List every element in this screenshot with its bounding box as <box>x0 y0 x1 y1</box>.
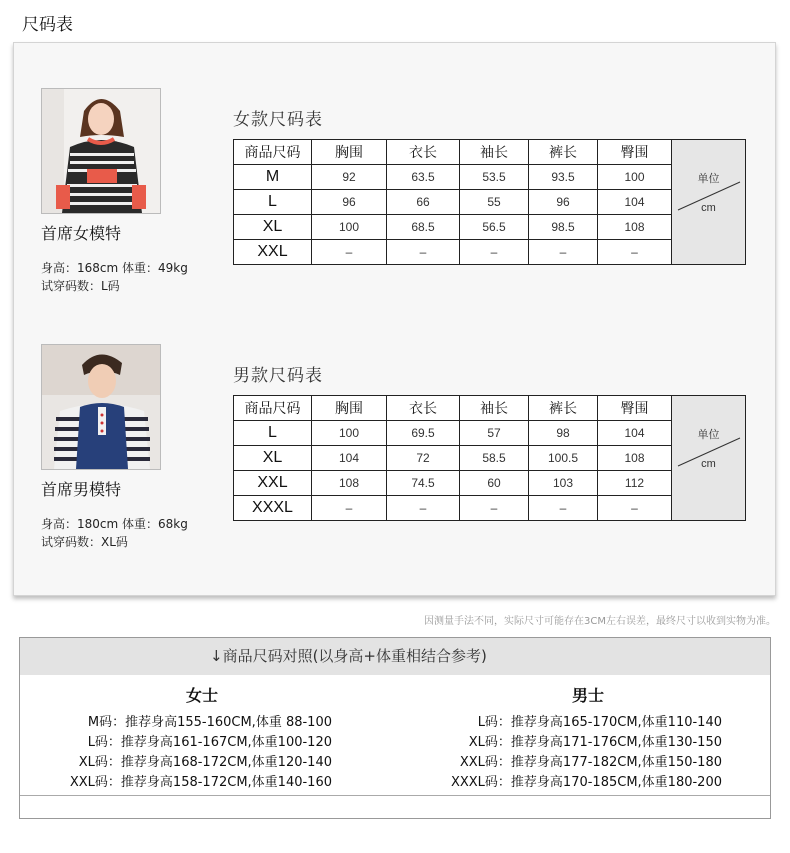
women-reference-column <box>60 675 360 793</box>
female-model-name: 首席女模特 <box>41 224 122 243</box>
value-cell: 104 <box>598 421 672 446</box>
value-cell: 100 <box>598 165 672 190</box>
table-row <box>234 240 746 265</box>
male-model-height-weight: 身高：180cm 体重：68kg <box>41 517 188 531</box>
value-cell: 55 <box>460 190 529 215</box>
value-cell: 100 <box>312 215 387 240</box>
men-size-table <box>233 395 746 521</box>
value-cell: – <box>312 496 387 521</box>
female-model-try-size: 试穿码数：L码 <box>41 279 120 293</box>
unit-cell <box>672 396 746 521</box>
header-cell: 袖长 <box>460 140 529 165</box>
value-cell: 108 <box>312 471 387 496</box>
women-reference-list <box>60 713 332 793</box>
value-cell: 66 <box>387 190 460 215</box>
value-cell: – <box>529 496 598 521</box>
female-model-height-weight: 身高：168cm 体重：49kg <box>41 261 188 275</box>
male-model-photo <box>41 344 161 470</box>
reference-divider <box>20 795 770 796</box>
header-cell: 裤长 <box>529 140 598 165</box>
list-item: L码：推荐身高165-170CM,体重110-140 <box>477 715 722 730</box>
table-header-row <box>234 140 746 165</box>
value-cell: – <box>387 240 460 265</box>
table-row <box>234 165 746 190</box>
value-cell: 100 <box>312 421 387 446</box>
value-cell: 96 <box>312 190 387 215</box>
header-cell: 臀围 <box>598 140 672 165</box>
value-cell: 53.5 <box>460 165 529 190</box>
male-model-image <box>42 345 160 469</box>
value-cell: 56.5 <box>460 215 529 240</box>
table-row <box>234 190 746 215</box>
value-cell: 98.5 <box>529 215 598 240</box>
unit-cell <box>672 140 746 265</box>
value-cell: 92 <box>312 165 387 190</box>
table-row <box>234 471 746 496</box>
value-cell: – <box>598 496 672 521</box>
value-cell: 96 <box>529 190 598 215</box>
value-cell: – <box>529 240 598 265</box>
table-row <box>234 446 746 471</box>
size-cell: XL <box>234 446 312 471</box>
size-cell: XXL <box>234 240 312 265</box>
value-cell: 108 <box>598 446 672 471</box>
value-cell: – <box>460 240 529 265</box>
page-title: 尺码表 <box>22 15 73 35</box>
male-model-try-size: 试穿码数：XL码 <box>41 535 128 549</box>
value-cell: – <box>598 240 672 265</box>
list-item: XXXL码：推荐身高170-185CM,体重180-200 <box>450 775 722 790</box>
value-cell: 93.5 <box>529 165 598 190</box>
female-model-image <box>42 89 160 213</box>
table-row <box>234 421 746 446</box>
header-cell: 胸围 <box>312 140 387 165</box>
unit-value: cm <box>701 202 716 214</box>
women-table-title: 女款尺码表 <box>233 110 323 130</box>
header-cell: 衣长 <box>387 396 460 421</box>
size-chart-panel <box>13 42 776 596</box>
value-cell: 108 <box>598 215 672 240</box>
value-cell: 69.5 <box>387 421 460 446</box>
list-item: XXL码：推荐身高158-172CM,体重140-160 <box>69 775 332 790</box>
size-cell: L <box>234 190 312 215</box>
header-cell: 胸围 <box>312 396 387 421</box>
men-reference-list <box>420 713 722 793</box>
value-cell: 63.5 <box>387 165 460 190</box>
measurement-note: 因测量手法不同，实际尺寸可能存在3CM左右误差，最终尺寸以收到实物为准。 <box>424 616 776 627</box>
unit-label: 单位 <box>697 429 720 441</box>
list-item: L码：推荐身高161-167CM,体重100-120 <box>87 735 332 750</box>
value-cell: 60 <box>460 471 529 496</box>
header-cell: 商品尺码 <box>234 140 312 165</box>
size-cell: L <box>234 421 312 446</box>
women-size-table <box>233 139 746 265</box>
value-cell: 112 <box>598 471 672 496</box>
size-reference-box <box>19 637 771 819</box>
value-cell: 98 <box>529 421 598 446</box>
table-header-row <box>234 396 746 421</box>
value-cell: 74.5 <box>387 471 460 496</box>
value-cell: 104 <box>598 190 672 215</box>
value-cell: 57 <box>460 421 529 446</box>
size-cell: XXXL <box>234 496 312 521</box>
value-cell: – <box>312 240 387 265</box>
value-cell: 68.5 <box>387 215 460 240</box>
size-reference-heading: ↓商品尺码对照(以身高+体重相结合参考) <box>20 638 770 675</box>
size-cell: XXL <box>234 471 312 496</box>
list-item: XXL码：推荐身高177-182CM,体重150-180 <box>459 755 722 770</box>
men-reference-title: 男士 <box>572 686 605 705</box>
table-row <box>234 215 746 240</box>
header-cell: 袖长 <box>460 396 529 421</box>
header-cell: 衣长 <box>387 140 460 165</box>
table-row <box>234 496 746 521</box>
value-cell: 72 <box>387 446 460 471</box>
men-table-title: 男款尺码表 <box>233 366 323 386</box>
value-cell: 103 <box>529 471 598 496</box>
women-reference-title: 女士 <box>186 686 219 705</box>
header-cell: 臀围 <box>598 396 672 421</box>
header-cell: 裤长 <box>529 396 598 421</box>
men-reference-column <box>420 675 740 793</box>
value-cell: 104 <box>312 446 387 471</box>
unit-value: cm <box>701 458 716 470</box>
list-item: XL码：推荐身高171-176CM,体重130-150 <box>468 735 722 750</box>
header-cell: 商品尺码 <box>234 396 312 421</box>
male-model-name: 首席男模特 <box>41 480 122 499</box>
female-model-photo <box>41 88 161 214</box>
unit-label: 单位 <box>697 173 720 185</box>
value-cell: 58.5 <box>460 446 529 471</box>
value-cell: – <box>387 496 460 521</box>
size-cell: M <box>234 165 312 190</box>
size-cell: XL <box>234 215 312 240</box>
value-cell: – <box>460 496 529 521</box>
list-item: M码：推荐身高155-160CM,体重 88-100 <box>87 715 332 730</box>
value-cell: 100.5 <box>529 446 598 471</box>
list-item: XL码：推荐身高168-172CM,体重120-140 <box>78 755 332 770</box>
